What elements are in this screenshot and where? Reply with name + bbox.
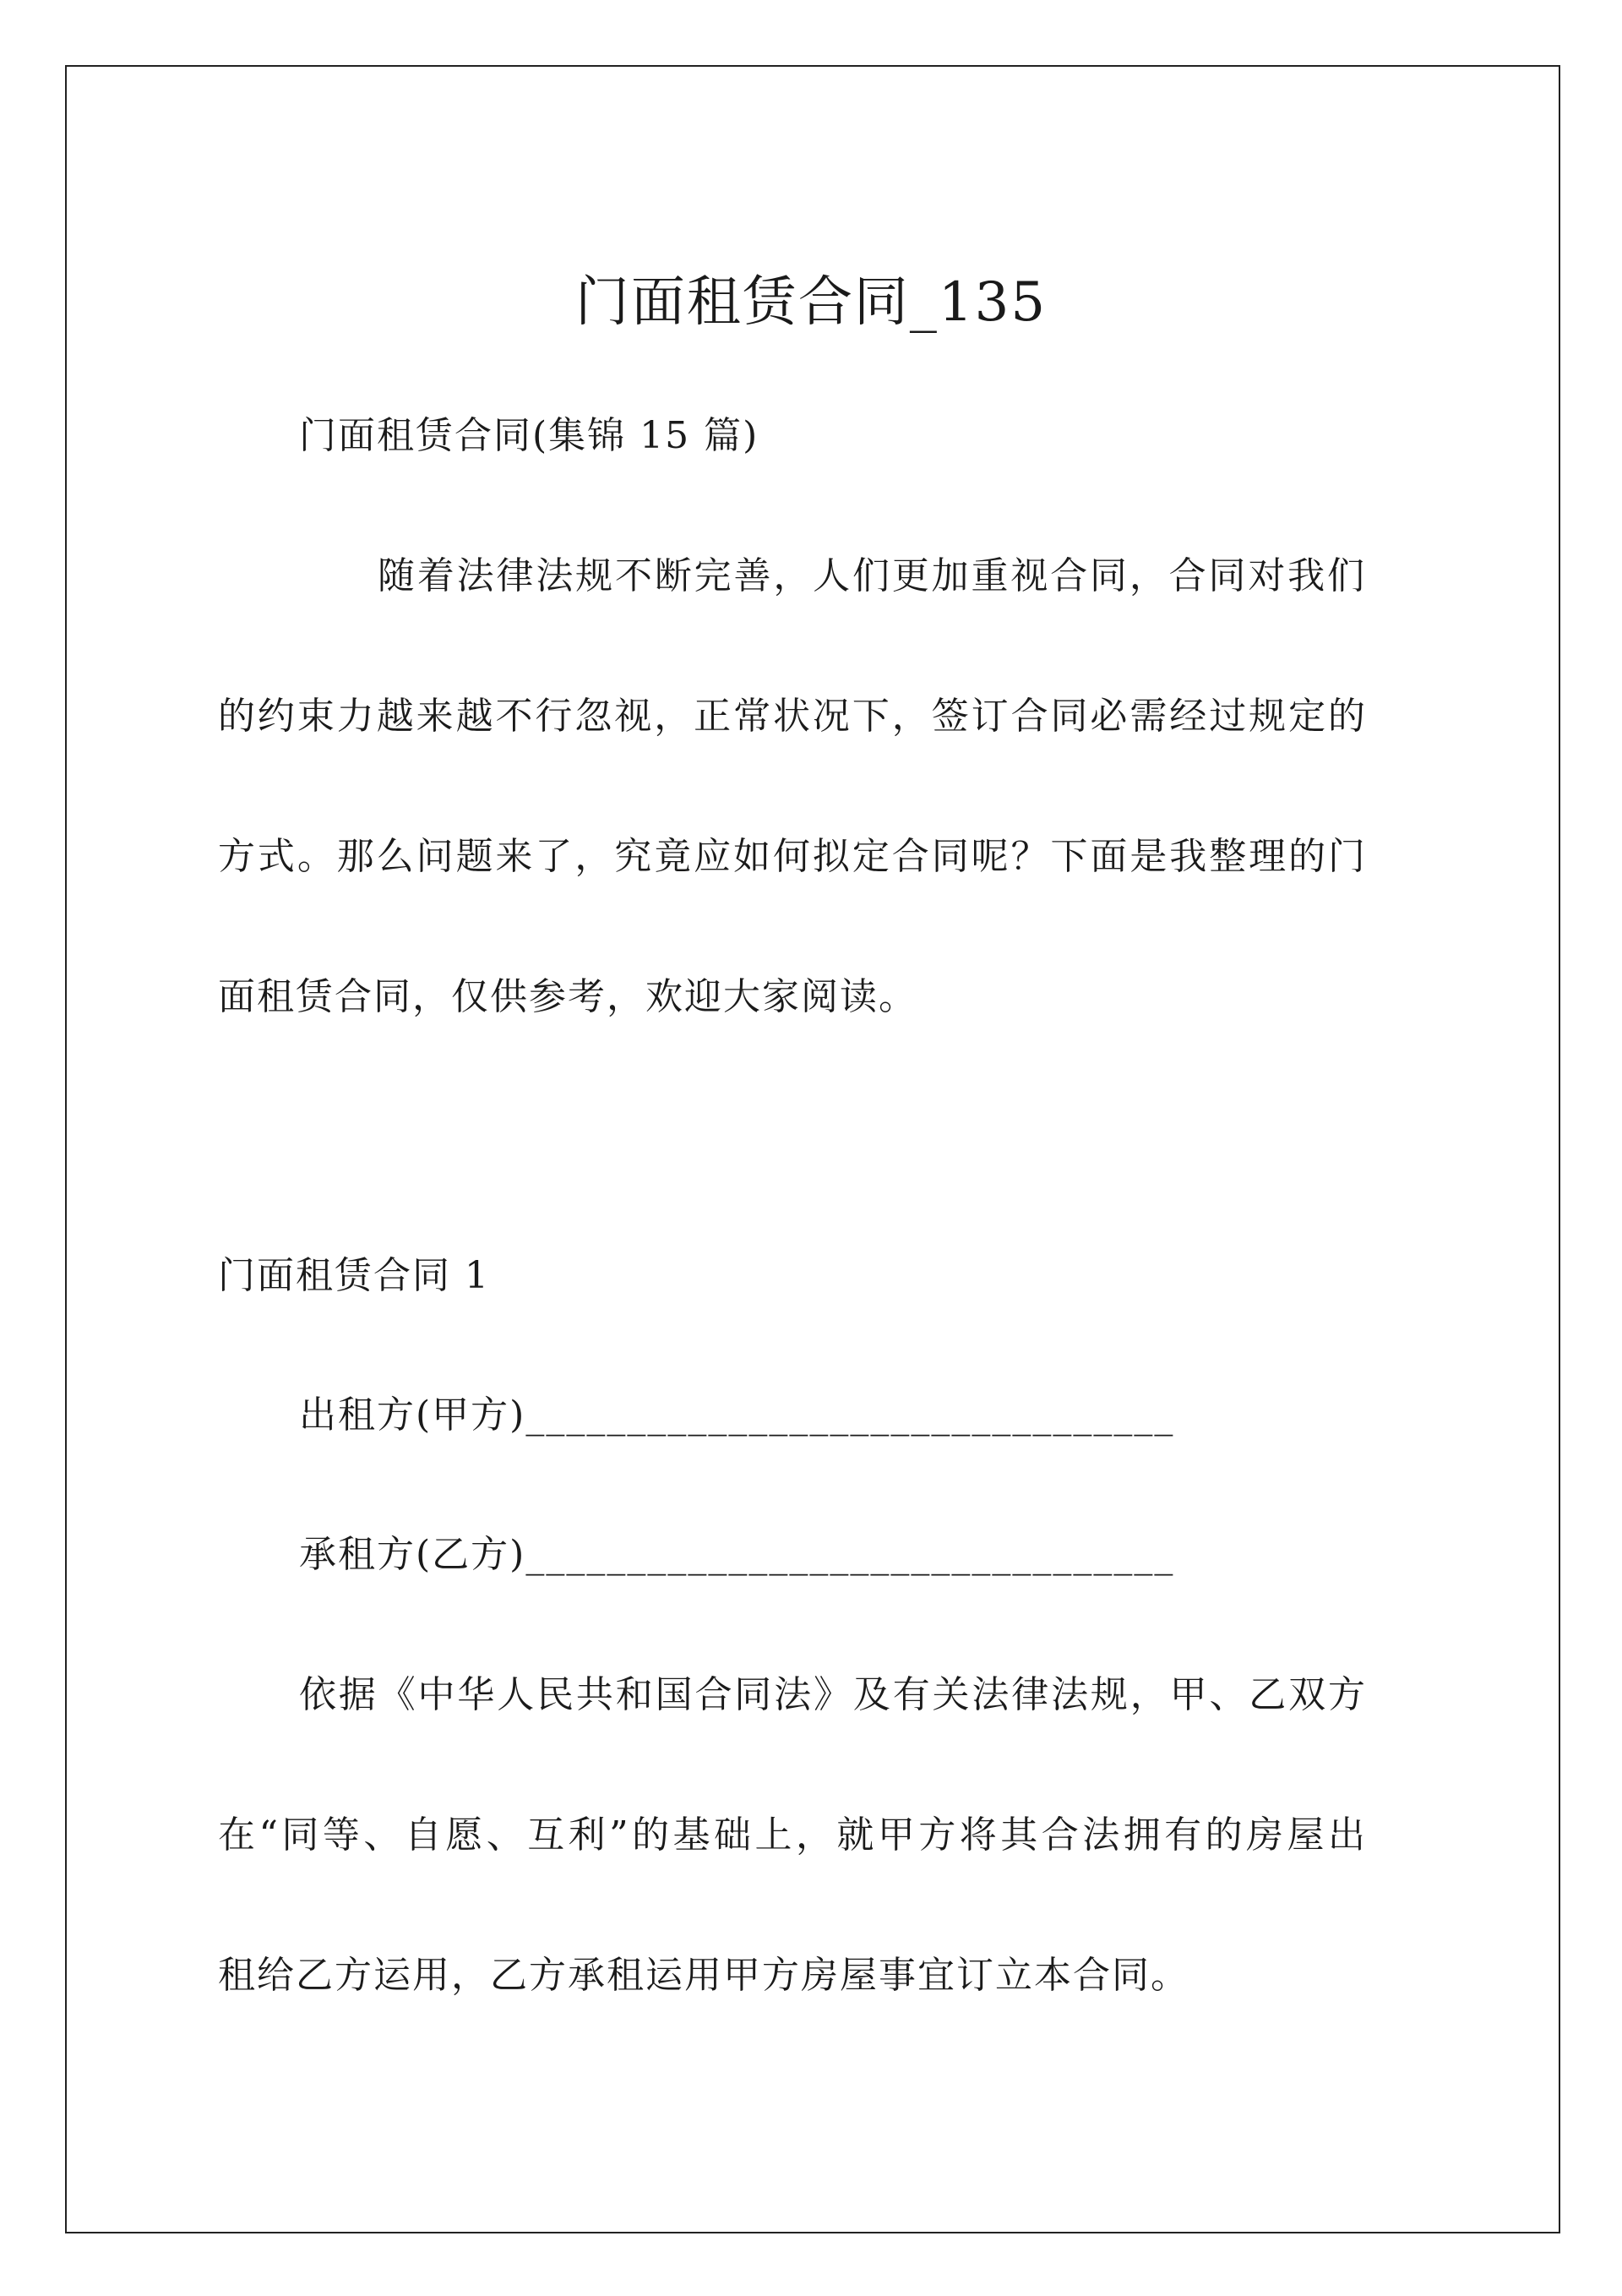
lessor-line: 出租方(甲方)________________________________ [299,1393,1175,1437]
basis-line-1: 依据《中华人民共和国合同法》及有关法律法规，甲、乙双方 [299,1673,1367,1716]
document-title: 门面租赁合同_135 [574,271,1048,334]
intro-line-3: 方式。那么问题来了，究竟应如何拟定合同呢？下面是我整理的门 [218,835,1367,878]
page-border [65,65,1560,2233]
basis-line-2: 在“同等、自愿、互利”的基础上，就甲方将其合法拥有的房屋出 [218,1813,1367,1857]
section-heading: 门面租赁合同 1 [218,1254,490,1297]
document-subtitle: 门面租赁合同(集锦 15 篇) [299,414,759,457]
lessee-line: 承租方(乙方)________________________________ [299,1533,1175,1576]
intro-line-2: 的约束力越来越不行忽视，正常状况下，签订合同必需经过规定的 [218,695,1367,738]
intro-line-1: 随着法律法规不断完善，人们更加重视合同，合同对我们 [378,554,1366,597]
intro-line-4: 面租赁合同，仅供参考，欢迎大家阅读。 [218,975,917,1018]
basis-line-3: 租给乙方运用，乙方承租运用甲方房屋事宜订立本合同。 [218,1954,1189,1997]
